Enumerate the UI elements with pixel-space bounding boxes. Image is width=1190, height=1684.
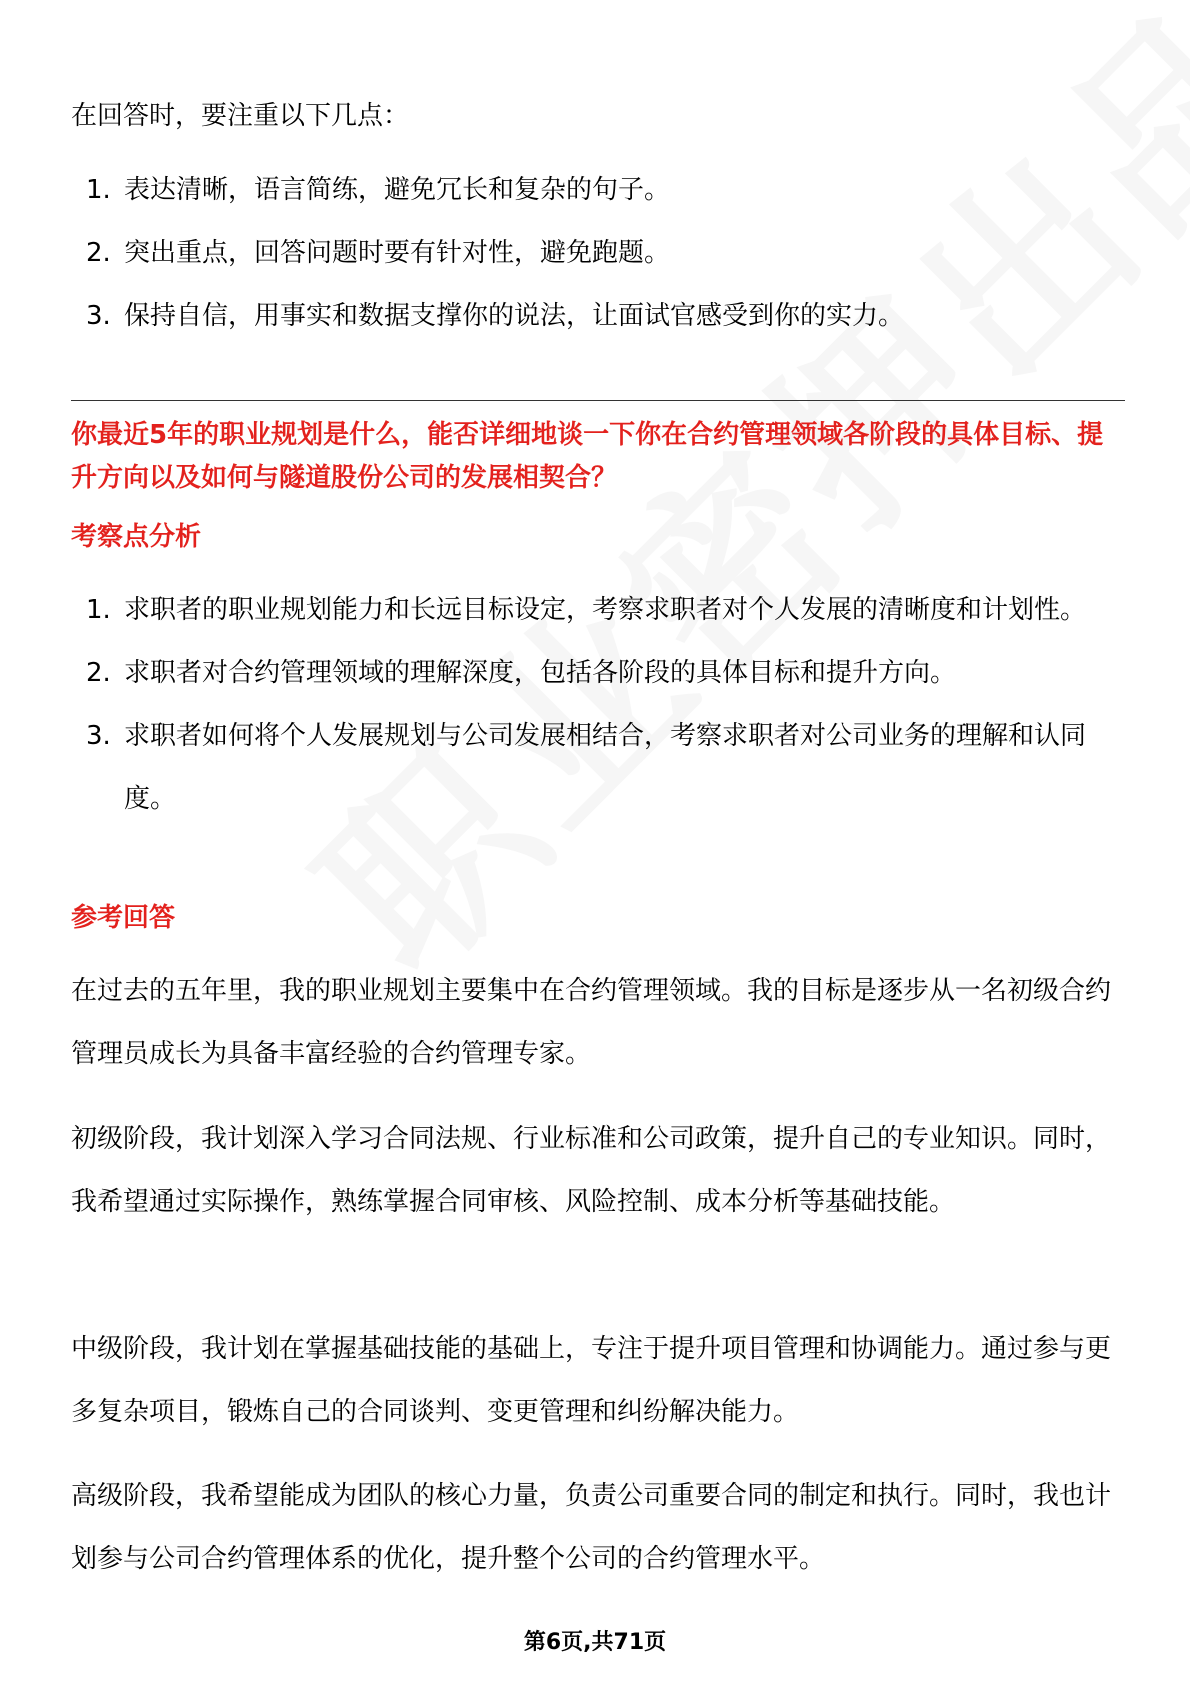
list-item xyxy=(71,285,1125,348)
list-item xyxy=(71,642,1125,705)
list-text: 求职者对合约管理领域的理解深度，包括各阶段的具体目标和提升方向。 xyxy=(124,658,957,688)
intro-text: 在回答时，要注重以下几点： xyxy=(71,101,410,131)
answer-paragraph: 在过去的五年里，我的职业规划主要集中在合约管理领域。我的目标是逐步从一名初级合约管理员成长为具备丰富经验的合约管理专家。 xyxy=(71,976,1112,1069)
answer-paragraph: 中级阶段，我计划在掌握基础技能的基础上，专注于提升项目管理和协调能力。通过参与更多复杂项目，锻炼自己的合同谈判、变更管理和纠纷解决能力。 xyxy=(71,1334,1112,1427)
analysis-title: 考察点分析 xyxy=(71,522,202,552)
list-text: 求职者如何将个人发展规划与公司发展相结合，考察求职者对公司业务的理解和认同度。 xyxy=(124,721,1087,814)
list-number: 3. xyxy=(86,301,111,331)
answer-paragraph: 高级阶段，我希望能成为团队的核心力量，负责公司重要合同的制定和执行。同时，我也计划参与公司合约管理体系的优化，提升整个公司的合约管理水平。 xyxy=(71,1481,1112,1574)
list-text: 突出重点，回答问题时要有针对性，避免跑题。 xyxy=(124,238,671,268)
list-text: 表达清晰，语言简练，避免冗长和复杂的句子。 xyxy=(124,175,671,205)
list-number: 2. xyxy=(86,238,111,268)
list-text: 求职者的职业规划能力和长远目标设定，考察求职者对个人发展的清晰度和计划性。 xyxy=(124,595,1087,625)
watermark xyxy=(250,0,1190,1023)
question-heading: 你最近5年的职业规划是什么，能否详细地谈一下你在合约管理领域各阶段的具体目标、提升方向以及如何与隧道股份公司的发展相契合？ xyxy=(71,420,1104,493)
answer-paragraph: 初级阶段，我计划深入学习合同法规、行业标准和公司政策，提升自己的专业知识。同时，我希望通过实际操作，熟练掌握合同审核、风险控制、成本分析等基础技能。 xyxy=(71,1124,1112,1217)
list-item xyxy=(71,222,1125,285)
list-item xyxy=(71,159,1125,222)
analysis-list xyxy=(71,579,1125,831)
answer-title: 参考回答 xyxy=(71,903,176,933)
list-number: 1. xyxy=(86,175,111,205)
section-divider xyxy=(71,400,1125,401)
list-number: 3. xyxy=(86,721,111,751)
list-item xyxy=(71,705,1125,831)
list-text: 保持自信，用事实和数据支撑你的说法，让面试官感受到你的实力。 xyxy=(124,301,905,331)
list-number: 2. xyxy=(86,658,111,688)
tips-list xyxy=(71,159,1125,348)
page-footer: 第6页,共71页 xyxy=(523,1630,667,1655)
list-number: 1. xyxy=(86,595,111,625)
list-item xyxy=(71,579,1125,642)
